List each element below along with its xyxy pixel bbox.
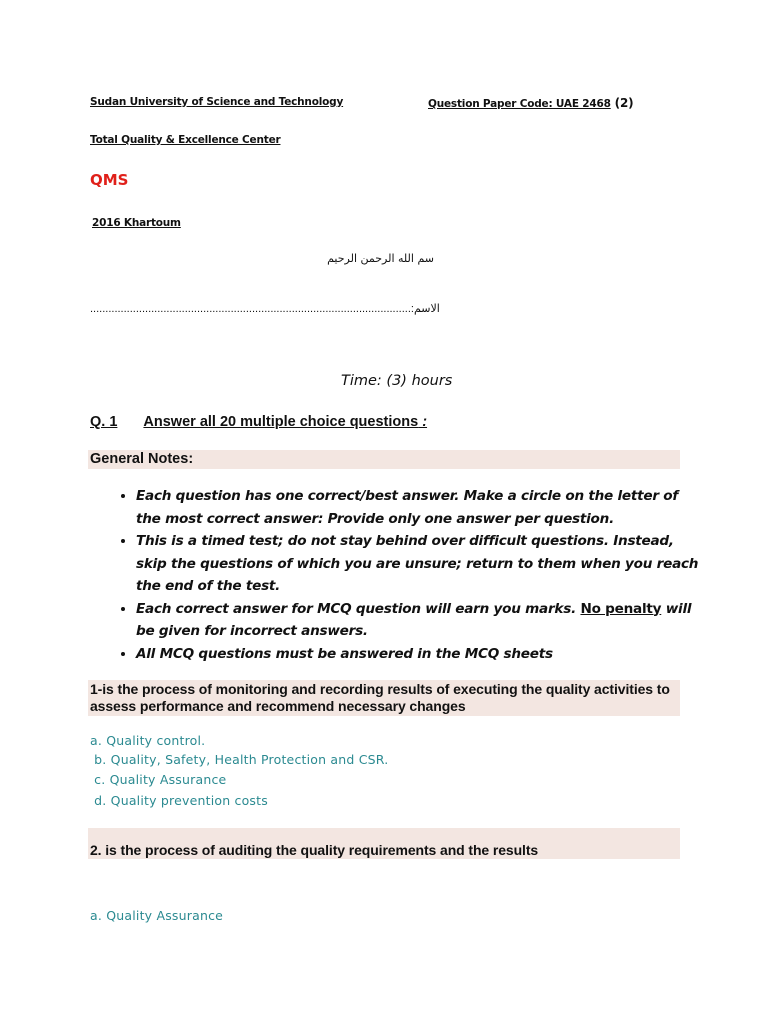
q1-option-d: d. Quality prevention costs [90,793,268,808]
note-item: • This is a timed test; do not stay behind over difficult questions. Instead, skip the questions of which you are unsure; return to them when you reach the end of the test. [136,530,706,598]
q1-option-a: a. Quality control. [90,733,206,748]
question-1-band [88,680,680,716]
q1-option-c: c. Quality Assurance [90,772,227,787]
note-item [136,598,706,643]
question-1-text: 1-is the process of monitoring and recording results of executing the quality activities to assess performance and recommend necessary changes [90,681,670,714]
year-place: 2016 Khartoum [92,217,181,229]
q1-instruction: Answer all 20 multiple choice questions [143,414,419,430]
note-item-text-rest: will be given for incorrect answers. [136,600,692,639]
q1-number: Q. 1 [90,414,118,430]
university-name: Sudan University of Science and Technology [90,96,344,108]
paper-code [428,96,633,110]
center-name: Total Quality & Excellence Center [90,134,281,146]
note-item: • All MCQ questions must be answered in the MCQ sheets [136,643,706,666]
general-notes-title: General Notes: [90,451,194,467]
paper-code-label: Question Paper Code: UAE 2468 [428,98,611,110]
exam-time: Time: (3) hours [341,373,453,389]
general-notes-band [88,450,680,469]
q1-option-b: b. Quality, Safety, Health Protection and CSR. [90,752,389,767]
question-2-text: 2. is the process of auditing the quality requirements and the results [90,842,539,858]
q1-heading [90,413,427,431]
paper-code-suffix: (2) [610,96,634,110]
note-item: • Each question has one correct/best answer. Make a circle on the letter of the most correct answer: Provide only one answer per question. [136,485,706,530]
general-notes-list [106,485,706,665]
q1-colon: : [418,414,428,430]
q2-option-a: a. Quality Assurance [90,908,224,923]
note-item-text: Each correct answer for MCQ question will earn you marks. [136,600,581,617]
basmala: سم الله الرحمن الرحيم [327,252,434,265]
name-dots: .........................................................................................................: [90,303,414,315]
no-penalty-text: No penalty [580,600,662,617]
name-line [90,302,440,315]
question-2-band [88,828,680,859]
name-label: الاسم [413,302,440,315]
course-title: QMS [90,171,129,189]
